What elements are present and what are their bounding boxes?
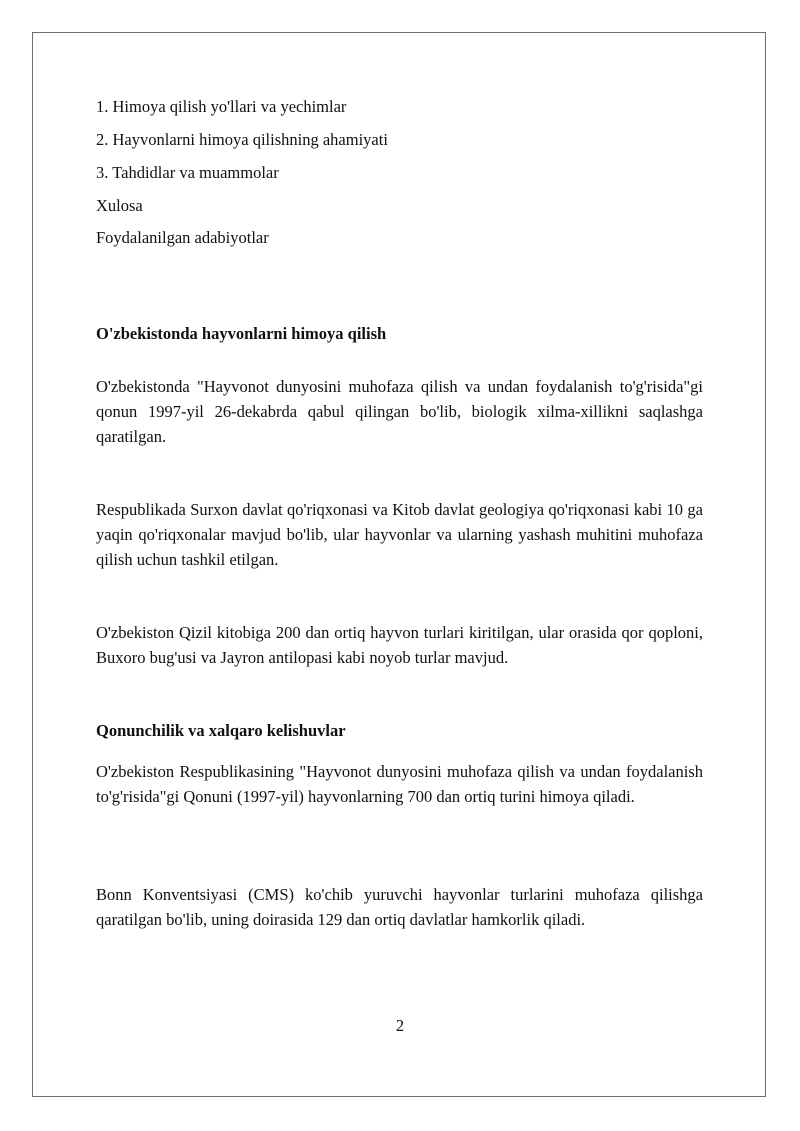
toc-item: 2. Hayvonlarni himoya qilishning ahamiyati: [96, 130, 388, 149]
paragraph: Respublikada Surxon davlat qo'riqxonasi va Kitob davlat geologiya qo'riqxonasi kabi 10 ga yaqin qo'riqxonalar mavjud bo'lib, ular hayvonlar va ularning yashash muhitini muhofaza qilish uchun tashkil etilgan.: [96, 500, 703, 569]
toc-item: 1. Himoya qilish yo'llari va yechimlar: [96, 97, 347, 116]
section-heading: O'zbekistonda hayvonlarni himoya qilish: [96, 324, 387, 343]
paragraph: O'zbekiston Qizil kitobiga 200 dan ortiq hayvon turlari kiritilgan, ular orasida qor qoploni, Buxoro bug'usi va Jayron antilopasi kabi noyob turlar mavjud.: [96, 623, 703, 667]
paragraph: Bonn Konventsiyasi (CMS) ko'chib yuruvchi hayvonlar turlarini muhofaza qilishga qaratilgan bo'lib, uning doirasida 129 dan ortiq davlatlar hamkorlik qiladi.: [96, 885, 703, 929]
section-heading: Qonunchilik va xalqaro kelishuvlar: [96, 721, 346, 740]
toc-item: Xulosa: [96, 196, 143, 215]
paragraph: O'zbekistonda "Hayvonot dunyosini muhofaza qilish va undan foydalanish to'g'risida"gi qonun 1997-yil 26-dekabrda qabul qilingan bo'lib, biologik xilma-xillikni saqlashga qaratilgan.: [96, 377, 703, 446]
toc-item: 3. Tahdidlar va muammolar: [96, 163, 279, 182]
paragraph: O'zbekiston Respublikasining "Hayvonot dunyosini muhofaza qilish va undan foydalanish to'g'risida"gi Qonuni (1997-yil) hayvonlarning 700 dan ortiq turini himoya qiladi.: [96, 762, 703, 806]
toc-item: Foydalanilgan adabiyotlar: [96, 228, 269, 247]
page-number: 2: [395, 1016, 405, 1035]
